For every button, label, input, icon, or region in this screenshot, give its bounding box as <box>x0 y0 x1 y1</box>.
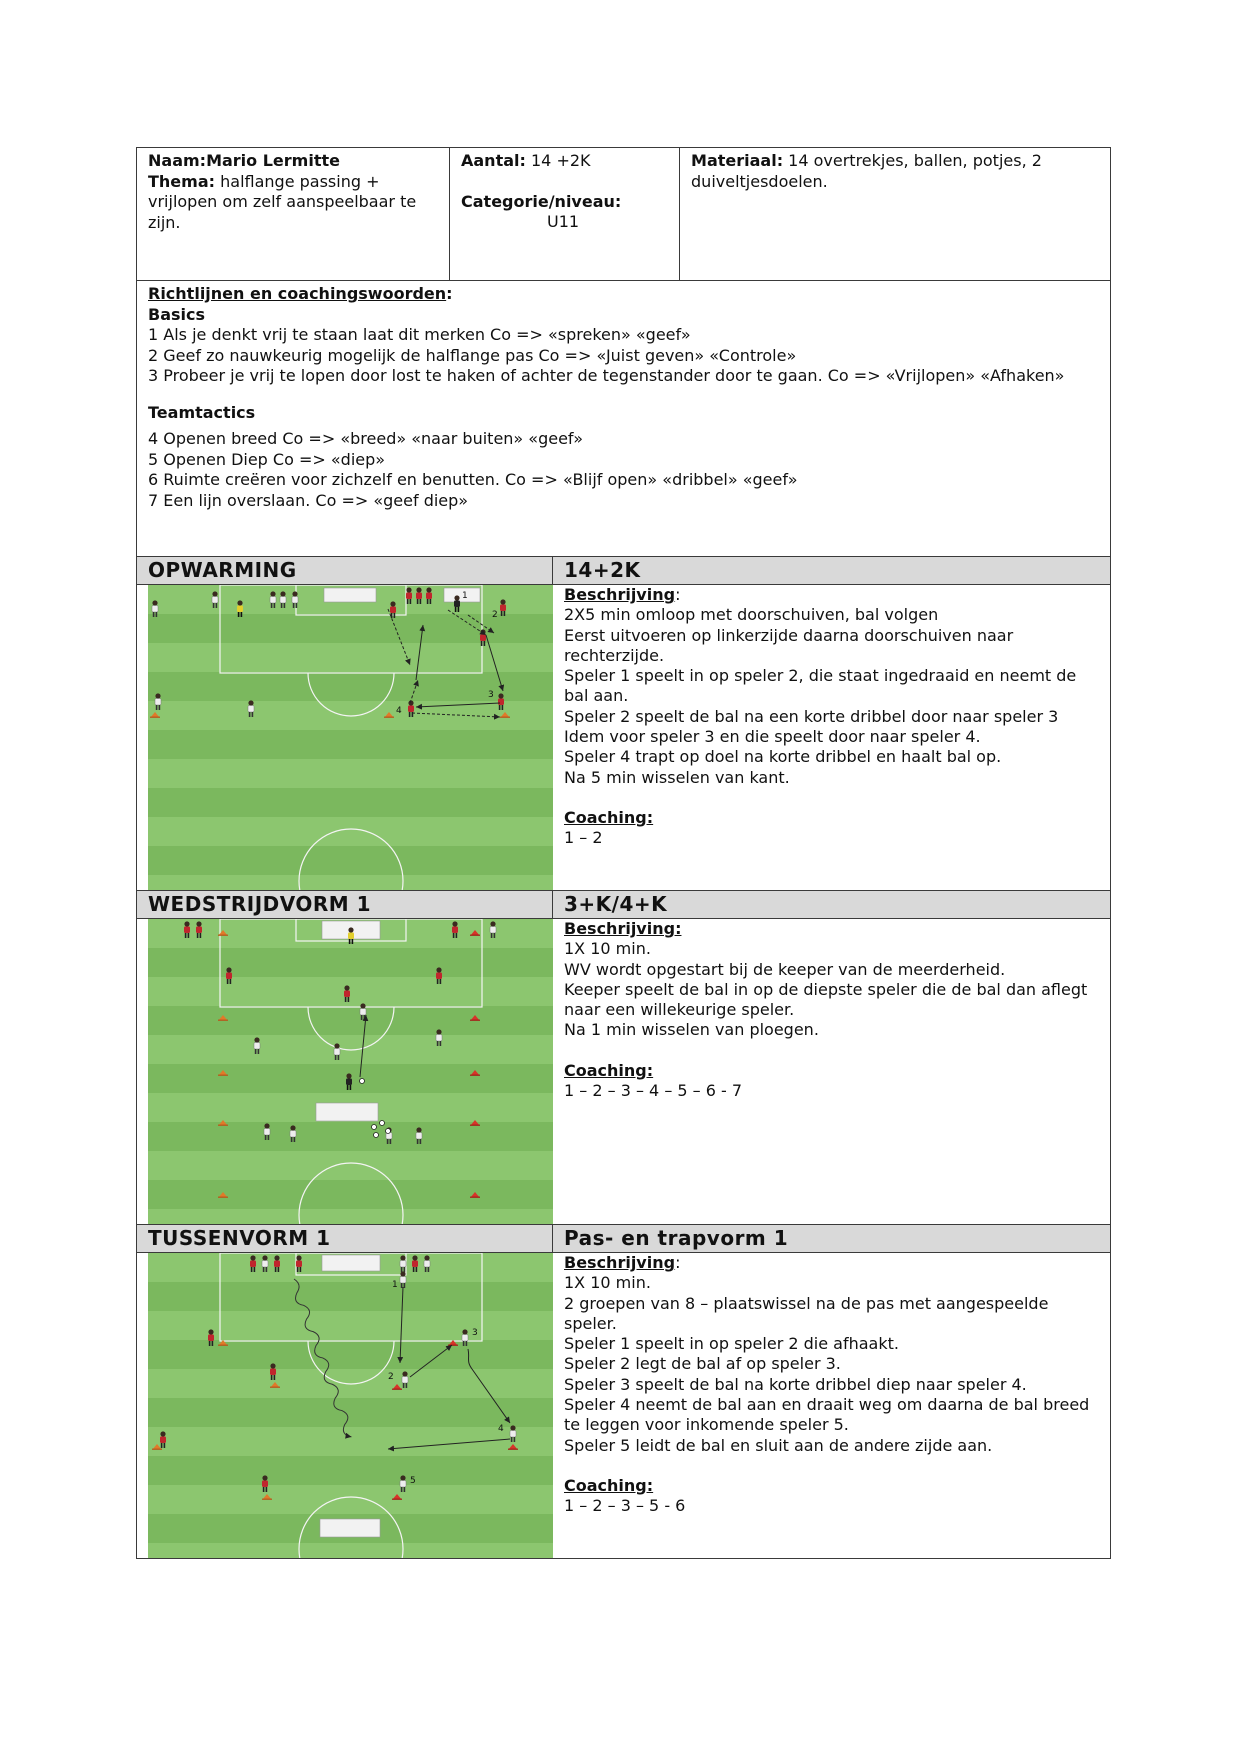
svg-text:3: 3 <box>472 1328 478 1338</box>
guidelines-cell <box>137 281 1111 557</box>
desc-label: Beschrijving <box>564 1253 676 1272</box>
svg-text:1: 1 <box>392 1280 398 1290</box>
opwarming-description-cell <box>553 585 1111 891</box>
desc-label: Beschrijving <box>564 585 676 604</box>
naam-value: Mario Lermitte <box>206 151 340 170</box>
training-sheet <box>136 147 1110 1559</box>
desc-line: Keeper speelt de bal in op de diepste speler die de bal dan aflegt naar een willekeurige speler. <box>564 979 1088 1020</box>
desc-line: Speler 2 legt de bal af op speler 3. <box>564 1354 841 1374</box>
svg-text:4: 4 <box>396 706 402 716</box>
teamtactics-line-5: 5 Openen Diep Co => «diep» <box>148 449 386 469</box>
wedstrijdvorm-diagram-cell <box>137 919 553 1225</box>
section-title: OPWARMING <box>148 558 297 582</box>
desc-line: Speler 2 speelt de bal na een korte dribbel door naar speler 3 <box>564 706 1059 726</box>
desc-line: Idem voor speler 3 en die speelt door naar speler 4. <box>564 727 981 747</box>
guidelines-title: Richtlijnen en coachingswoorden <box>148 284 447 303</box>
section-wedstrijdvorm-title-cell <box>137 891 553 919</box>
info-aantal-categorie <box>450 148 680 281</box>
tussenvorm-diagram-cell <box>137 1253 553 1559</box>
svg-text:3: 3 <box>488 690 494 700</box>
section-title: TUSSENVORM 1 <box>148 1226 331 1250</box>
svg-text:2: 2 <box>492 610 498 620</box>
tussenvorm-pitch-diagram <box>148 1253 553 1558</box>
section-opwarming-title-cell <box>137 557 553 585</box>
section-title: WEDSTRIJDVORM 1 <box>148 892 372 916</box>
desc-line: Speler 4 trapt op doel na korte dribbel en haalt bal op. <box>564 747 1002 767</box>
desc-colon: : <box>675 585 681 604</box>
desc-line: Speler 3 speelt de bal na korte dribbel diep naar speler 4. <box>564 1374 1027 1394</box>
categorie-value: U11 <box>547 212 580 231</box>
desc-line: Speler 5 leidt de bal en sluit aan de andere zijde aan. <box>564 1435 993 1455</box>
info-naam-thema <box>137 148 450 281</box>
desc-line: 2X5 min omloop met doorschuiven, bal volgen <box>564 605 939 625</box>
desc-line: Speler 4 neemt de bal aan en draait weg om daarna de bal breed te leggen voor inkomende speler 5. <box>564 1395 1090 1435</box>
section-right-title: 3+K/4+K <box>564 892 668 916</box>
materiaal-label: Materiaal: <box>691 151 784 170</box>
training-table <box>136 147 1111 1559</box>
desc-line: Na 1 min wisselen van ploegen. <box>564 1020 819 1040</box>
thema-value: halflange passing + vrijlopen om zelf aanspeelbaar te zijn. <box>148 171 417 232</box>
basics-line-3: 3 Probeer je vrij te lopen door lost te haken of achter de tegenstander door te gaan. Co => «Vrijlopen» «Afhaken» <box>148 366 1065 385</box>
opwarming-pitch-diagram <box>148 585 553 890</box>
wedstrijdvorm-pitch-diagram <box>148 919 553 1224</box>
desc-line: 1X 10 min. <box>564 939 651 959</box>
tussenvorm-description-cell <box>553 1253 1111 1559</box>
section-opwarming-right-title-cell <box>553 557 1111 585</box>
desc-line: 2 groepen van 8 – plaatswissel na de pas met aangespeelde speler. <box>564 1293 1049 1333</box>
desc-label: Beschrijving: <box>564 919 682 938</box>
teamtactics-line-6: 6 Ruimte creëren voor zichzelf en benutten. Co => «Blijf open» «dribbel» «geef» <box>148 470 798 489</box>
coaching-label: Coaching: <box>564 807 654 827</box>
desc-line: Na 5 min wisselen van kant. <box>564 767 790 787</box>
basics-line-2: 2 Geef zo nauwkeurig mogelijk de halflange pas Co => «Juist geven» «Controle» <box>148 345 797 365</box>
coaching-value: 1 – 2 – 3 – 4 – 5 – 6 - 7 <box>564 1081 743 1101</box>
basics-title: Basics <box>148 304 206 324</box>
svg-text:5: 5 <box>410 1476 416 1486</box>
naam-label: Naam: <box>148 151 207 170</box>
coaching-label: Coaching: <box>564 1060 654 1080</box>
basics-line-1: 1 Als je denkt vrij te staan laat dit merken Co => «spreken» «geef» <box>148 325 691 344</box>
coaching-value: 1 – 2 – 3 – 5 - 6 <box>564 1496 686 1516</box>
teamtactics-title: Teamtactics <box>148 402 256 422</box>
desc-line: Speler 1 speelt in op speler 2 die afhaakt. <box>564 1334 899 1354</box>
desc-line: Speler 1 speelt in op speler 2, die staat ingedraaid en neemt de bal aan. <box>564 666 1077 706</box>
section-wedstrijdvorm-right-title-cell <box>553 891 1111 919</box>
categorie-label: Categorie/niveau: <box>461 191 622 211</box>
teamtactics-line-7: 7 Een lijn overslaan. Co => «geef diep» <box>148 490 469 510</box>
aantal-value: 14 +2K <box>525 151 591 170</box>
opwarming-diagram-cell <box>137 585 553 891</box>
coaching-value: 1 – 2 <box>564 828 603 848</box>
svg-text:2: 2 <box>388 1372 394 1382</box>
section-tussenvorm-right-title-cell <box>553 1225 1111 1253</box>
wedstrijdvorm-description-cell <box>553 919 1111 1225</box>
info-materiaal <box>680 148 1111 281</box>
section-tussenvorm-title-cell <box>137 1225 553 1253</box>
desc-line: Eerst uitvoeren op linkerzijde daarna doorschuiven naar rechterzijde. <box>564 625 1014 665</box>
svg-text:1: 1 <box>462 591 468 601</box>
desc-colon: : <box>675 1253 681 1272</box>
teamtactics-line-4: 4 Openen breed Co => «breed» «naar buiten» «geef» <box>148 429 584 448</box>
svg-text:4: 4 <box>498 1424 504 1434</box>
section-right-title: Pas- en trapvorm 1 <box>564 1226 789 1250</box>
desc-line: WV wordt opgestart bij de keeper van de meerderheid. <box>564 959 1006 979</box>
coaching-label: Coaching: <box>564 1475 654 1495</box>
thema-label: Thema: <box>148 171 216 191</box>
guidelines-colon: : <box>446 284 453 303</box>
aantal-label: Aantal: <box>461 151 526 170</box>
materiaal-value: 14 overtrekjes, ballen, potjes, 2 duiveltjesdoelen. <box>691 151 1042 191</box>
desc-line: 1X 10 min. <box>564 1273 651 1293</box>
section-right-title: 14+2K <box>564 558 641 582</box>
